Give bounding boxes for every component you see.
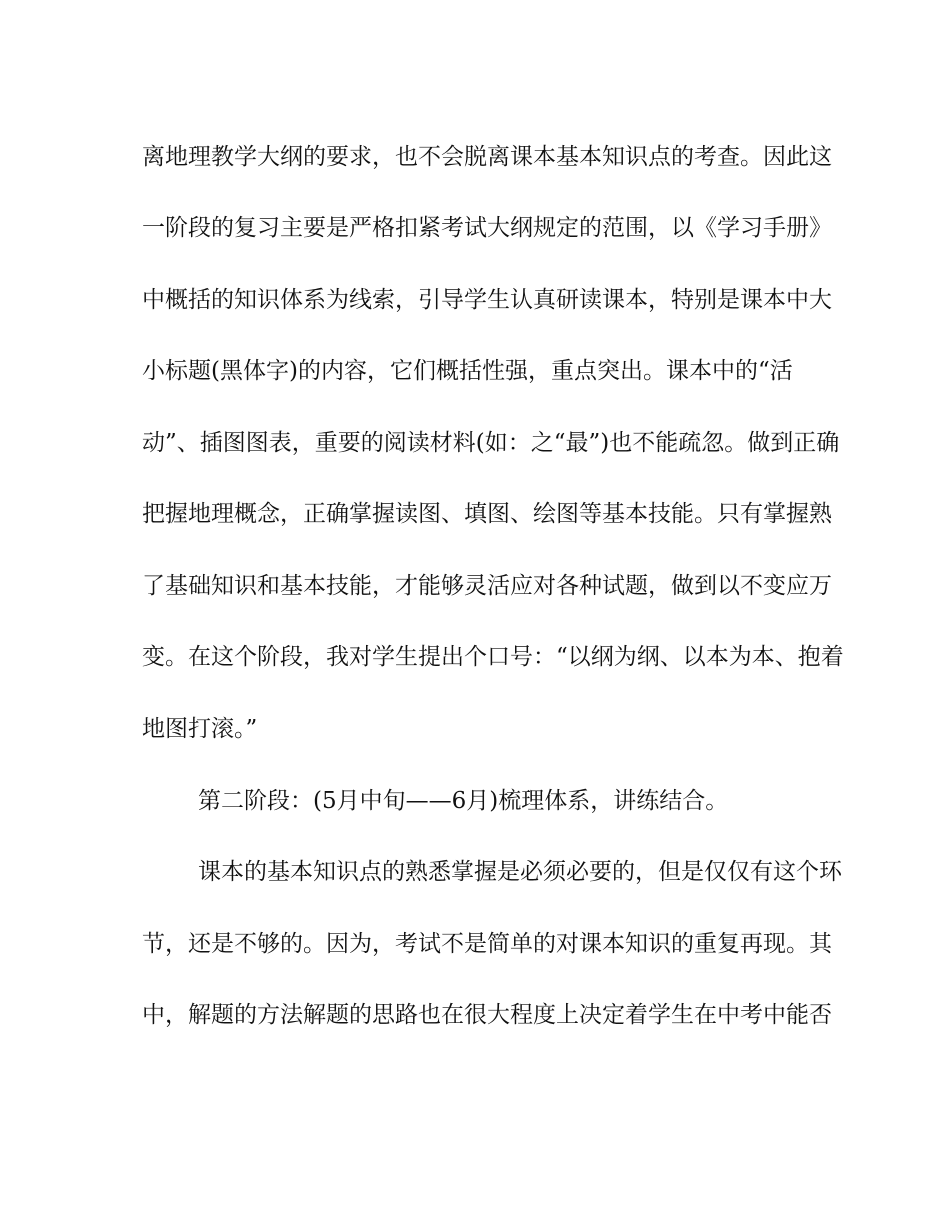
text-line-11: 课本的基本知识点的熟悉掌握是必须必要的，但是仅仅有这个环 <box>198 859 842 885</box>
text-line-4: 小标题(黑体字)的内容，它们概括性强，重点突出。课本中的“活 <box>142 358 793 384</box>
section-heading-stage-two: 第二阶段：(5月中旬——6月)梳理体系，讲练结合。 <box>198 788 729 814</box>
text-line-5: 动”、插图图表，重要的阅读材料(如：之“最”)也不能疏忽。做到正确 <box>142 430 840 456</box>
text-line-2: 一阶段的复习主要是严格扣紧考试大纲规定的范围，以《学习手册》 <box>142 215 832 241</box>
text-line-9: 地图打滚。” <box>142 716 258 742</box>
text-line-13: 中，解题的方法解题的思路也在很大程度上决定着学生在中考中能否 <box>142 1002 832 1028</box>
text-line-7: 了基础知识和基本技能，才能够灵活应对各种试题，做到以不变应万 <box>142 573 832 599</box>
text-line-12: 节，还是不够的。因为，考试不是简单的对课本知识的重复再现。其 <box>142 931 832 957</box>
text-line-1: 离地理教学大纲的要求，也不会脱离课本基本知识点的考查。因此这 <box>142 144 832 170</box>
text-line-6: 把握地理概念，正确掌握读图、填图、绘图等基本技能。只有掌握熟 <box>142 501 832 527</box>
text-line-8: 变。在这个阶段，我对学生提出个口号：“以纲为纲、以本为本、抱着 <box>142 644 844 670</box>
text-line-3: 中概括的知识体系为线索，引导学生认真研读课本，特别是课本中大 <box>142 287 832 313</box>
